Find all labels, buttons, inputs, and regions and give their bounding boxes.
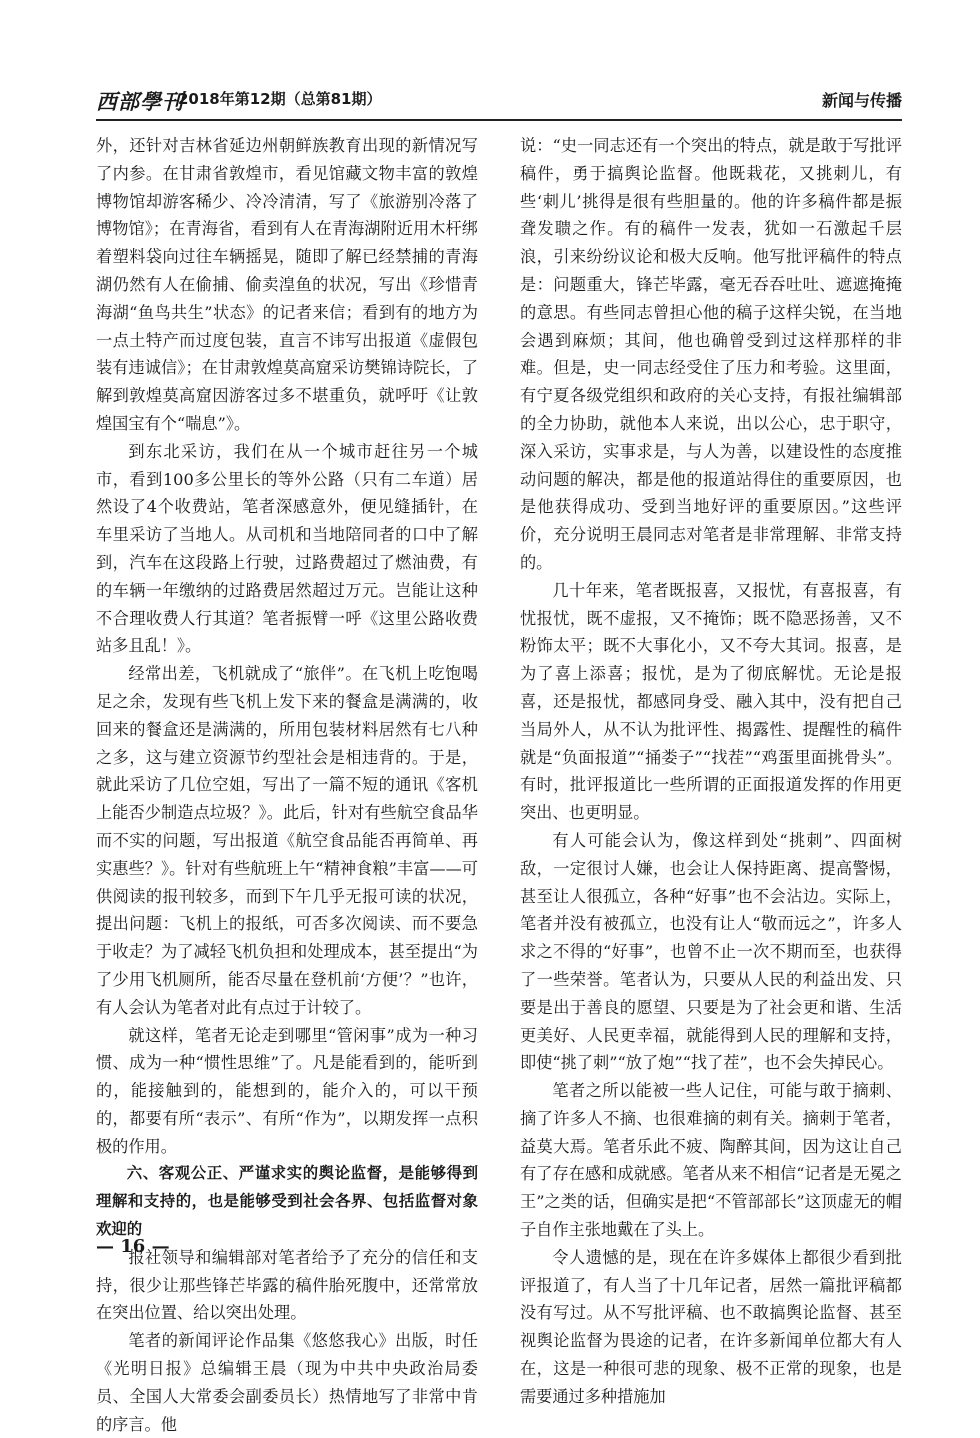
paragraph: 外，还针对吉林省延边州朝鲜族教育出现的新情况写了内参。在甘肃省敦煌市，看见馆藏文物丰富的敦煌博物馆却游客稀少、冷冷清清，写了《旅游别冷落了博物馆》；在青海省，看到有人在青海湖附近用木杆绑着塑料袋向过往车辆摇晃，随即了解已经禁捕的青海湖仍然有人在偷捕、偷卖湟鱼的状况，写出《珍惜青海湖“鱼鸟共生”状态》的记者来信；看到有的地方为一点土特产而过度包装，直言不讳写出报道《虚假包装有违诚信》；在甘肃敦煌莫高窟采访樊锦诗院长，了解到敦煌莫高窟因游客过多不堪重负，就呼吁《让敦煌国宝有个“喘息”》。	[96, 136, 478, 433]
header-rule	[96, 119, 902, 121]
section-heading: 六、客观公正、严谨求实的舆论监督，是能够得到理解和支持的，也是能够受到社会各界、包括监督对象欢迎的	[96, 1164, 478, 1239]
paragraph: 经常出差，飞机就成了“旅伴”。在飞机上吃饱喝足之余，发现有些飞机上发下来的餐盒是满满的，收回来的餐盒还是满满的，所用包装材料居然有七八种之多，这与建立资源节约型社会是相违背的。于是，就此采访了几位空姐，写出了一篇不短的通讯《客机上能否少制造点垃圾？》。此后，针对有些航空食品华而不实的问题，写出报道《航空食品能否再简单、再实惠些？》。针对有些航班上午“精神食粮”丰富——可供阅读的报刊较多，而到下午几乎无报可读的状况，提出问题：飞机上的报纸，可否多次阅读、而不要急于收走？为了减轻飞机负担和处理成本，甚至提出“为了少用飞机厕所，能否尽量在登机前‘方便’？”也许，有人会认为笔者对此有点过于计较了。	[96, 664, 478, 1017]
paragraph: 几十年来，笔者既报喜，又报忧，有喜报喜，有忧报忧，既不虚报，又不掩饰；既不隐恶扬善，又不粉饰太平；既不大事化小，又不夸大其词。报喜，是为了喜上添喜；报忧，是为了彻底解忧。无论是报喜，还是报忧，都感同身受、融入其中，没有把自己当局外人，从不认为批评性、揭露性、提醒性的稿件就是“负面报道”“捅娄子”“找茬”“鸡蛋里面挑骨头”。有时，批评报道比一些所谓的正面报道发挥的作用更突出、也更明显。	[520, 580, 902, 823]
page-number: — 16 —	[96, 1236, 170, 1257]
paragraph: 令人遗憾的是，现在在许多媒体上都很少看到批评报道了，有人当了十几年记者，居然一篇批评稿都没有写过。从不写批评稿、也不敢搞舆论监督、甚至视舆论监督为畏途的记者，在许多新闻单位都大有人在，这是一种很可悲的现象、极不正常的现象，也是需要通过多种措施加	[520, 1247, 902, 1406]
paragraph: 笔者之所以能被一些人记住，可能与敢于摘刺、摘了许多人不摘、也很难摘的刺有关。摘刺于笔者，益莫大焉。笔者乐此不疲、陶醉其间，因为这让自己有了存在感和成就感。笔者从来不相信“记者是无冕之王”之类的话，但确实是把“不管部部长”这顶虚无的帽子自作主张地戴在了头上。	[520, 1081, 902, 1240]
journal-name-logo: 西部學刊	[96, 89, 184, 114]
paragraph: 笔者的新闻评论作品集《悠悠我心》出版，时任《光明日报》总编辑王晨（现为中共中央政治局委员、全国人大常委会副委员长）热情地写了非常中肯的序言。他	[96, 1331, 478, 1434]
issue-info: 2018年第12期（总第81期）	[178, 90, 382, 108]
section-name: 新闻与传播	[821, 91, 902, 110]
paragraph: 有人可能会认为，像这样到处“挑刺”、四面树敌，一定很讨人嫌，也会让人保持距离、提高警惕，甚至让人很孤立，各种“好事”也不会沾边。实际上，笔者并没有被孤立，也没有让人“敬而远之”，许多人求之不得的“好事”，也曾不止一次不期而至，也获得了一些荣誉。笔者认为，只要从人民的利益出发、只要是出于善良的愿望、只要是为了社会更和谐、生活更美好、人民更幸福，就能得到人民的理解和支持，即使“挑了刺”“放了炮”“找了茬”，也不会失掉民心。	[520, 830, 902, 1073]
paragraph: 到东北采访，我们在从一个城市赶往另一个城市，看到100多公里长的等外公路（只有二车道）居然设了4个收费站，笔者深感意外，便见缝插针，在车里采访了当地人。从司机和当地陪同者的口中了解到，汽车在这段路上行驶，过路费超过了燃油费，有的车辆一年缴纳的过路费居然超过万元。岂能让这种不合理收费人行其道？笔者振臂一呼《这里公路收费站多且乱！》。	[96, 441, 478, 656]
running-header	[96, 84, 902, 114]
right-column	[520, 132, 902, 1411]
paragraph: 报社领导和编辑部对笔者给予了充分的信任和支持，很少让那些锋芒毕露的稿件胎死腹中，还常常放在突出位置、给以突出处理。	[96, 1247, 478, 1323]
paragraph: 就这样，笔者无论走到哪里“管闲事”成为一种习惯、成为一种“惯性思维”了。凡是能看到的，能听到的，能接触到的，能想到的，能介入的，可以干预的，都要有所“表示”、有所“作为”，以期发挥一点积极的作用。	[96, 1025, 478, 1156]
paragraph: 说：“史一同志还有一个突出的特点，就是敢于写批评稿件，勇于搞舆论监督。他既栽花，又挑刺儿，有些‘刺儿’挑得是很有些胆量的。他的许多稿件都是振聋发聩之作。有的稿件一发表，犹如一石激起千层浪，引来纷纷议论和极大反响。他写批评稿件的特点是：问题重大，锋芒毕露，毫无吞吞吐吐、遮遮掩掩的意思。有些同志曾担心他的稿子这样尖锐，在当地会遇到麻烦；其间，他也确曾受到过这样那样的非难。但是，史一同志经受住了压力和考验。这里面，有宁夏各级党组织和政府的关心支持，有报社编辑部的全力协助，就他本人来说，出以公心，忠于职守，深入采访，实事求是，与人为善，以建设性的态度推动问题的解决，都是他的报道站得住的重要原因，也是他获得成功、受到当地好评的重要原因。”这些评价，充分说明王晨同志对笔者是非常理解、非常支持的。	[520, 136, 902, 572]
